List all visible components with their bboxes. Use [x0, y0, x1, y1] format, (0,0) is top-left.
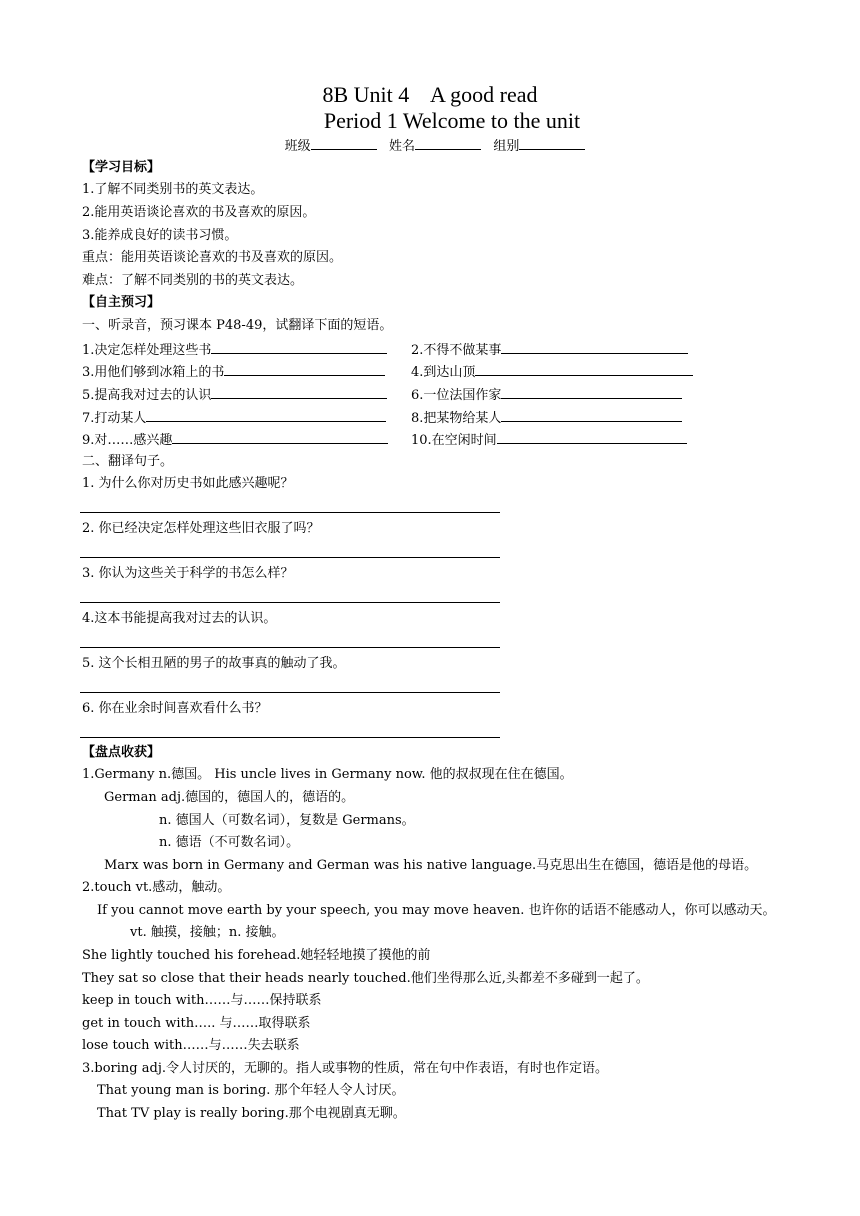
name-label: 姓名: [388, 139, 415, 154]
summary-line: get in touch with….. 与……取得联系: [82, 1016, 311, 1031]
answer-blank[interactable]: [501, 408, 682, 422]
phrase-item: 1.决定怎样处理这些书: [82, 340, 387, 360]
group-label: 组别: [493, 139, 520, 154]
summary-line: German adj.德国的，德国人的，德语的。: [104, 790, 355, 805]
sentence-prompt: 1. 为什么你对历史书如此感兴趣呢？: [82, 476, 294, 491]
summary-line: They sat so close that their heads nearly touched.他们坐得那么近,头都差不多碰到一起了。: [82, 971, 649, 986]
preview-heading: 【自主预习】: [82, 295, 161, 310]
class-blank[interactable]: [311, 136, 377, 150]
sentence-prompt: 6. 你在业余时间喜欢看什么书？: [82, 701, 268, 716]
answer-blank[interactable]: [501, 385, 682, 399]
part2-instruction: 二、翻译句子。: [82, 454, 174, 469]
summary-line: That young man is boring. 那个年轻人令人讨厌。: [97, 1083, 405, 1098]
answer-line[interactable]: [80, 557, 500, 558]
page-subtitle: Period 1 Welcome to the unit: [323, 108, 581, 133]
page-title: 8B Unit 4 A good read: [322, 82, 538, 107]
phrase-item: 10.在空闲时间: [411, 430, 687, 450]
answer-blank[interactable]: [211, 340, 387, 354]
key-point: 重点：能用英语谈论喜欢的书及喜欢的原因。: [82, 250, 343, 265]
summary-line: vt. 触摸，接触；n. 接触。: [130, 925, 285, 940]
answer-line[interactable]: [80, 692, 500, 693]
summary-line: keep in touch with……与……保持联系: [82, 993, 322, 1008]
summary-line: 2.touch vt.感动，触动。: [82, 880, 231, 895]
objectives-heading: 【学习目标】: [82, 160, 161, 175]
objective-item: 1.了解不同类别书的英文表达。: [82, 182, 264, 197]
answer-line[interactable]: [80, 602, 500, 603]
difficult-point: 难点：了解不同类别的书的英文表达。: [82, 273, 304, 288]
summary-line: n. 德国人（可数名词），复数是 Germans。: [159, 813, 415, 828]
objective-item: 3.能养成良好的读书习惯。: [82, 228, 238, 243]
sentence-prompt: 5. 这个长相丑陋的男子的故事真的触动了我。: [82, 656, 346, 671]
summary-line: 1.Germany n.德国。 His uncle lives in Germany now. 他的叔叔现在住在德国。: [82, 767, 573, 782]
answer-line[interactable]: [80, 737, 500, 738]
phrase-item: 4.到达山顶: [411, 362, 693, 382]
answer-line[interactable]: [80, 512, 500, 513]
summary-line: lose touch with……与……失去联系: [82, 1038, 300, 1053]
summary-line: That TV play is really boring.那个电视剧真无聊。: [97, 1106, 406, 1121]
summary-line: Marx was born in Germany and German was his native language.马克思出生在德国，德语是他的母语。: [104, 858, 758, 873]
sentence-prompt: 2. 你已经决定怎样处理这些旧衣服了吗？: [82, 521, 320, 536]
summary-line: 3.boring adj.令人讨厌的，无聊的。指人或事物的性质，常在句中作表语，有时也作定语。: [82, 1061, 608, 1076]
answer-blank[interactable]: [224, 362, 385, 376]
summary-line: n. 德语（不可数名词）。: [159, 835, 300, 850]
sentence-prompt: 3. 你认为这些关于科学的书怎么样？: [82, 566, 294, 581]
answer-blank[interactable]: [501, 340, 688, 354]
answer-blank[interactable]: [146, 408, 386, 422]
answer-blank[interactable]: [497, 430, 687, 444]
name-blank[interactable]: [415, 136, 481, 150]
objective-item: 2.能用英语谈论喜欢的书及喜欢的原因。: [82, 205, 316, 220]
answer-blank[interactable]: [475, 362, 693, 376]
answer-blank[interactable]: [211, 385, 387, 399]
phrase-item: 3.用他们够到冰箱上的书: [82, 362, 385, 382]
summary-heading: 【盘点收获】: [82, 745, 161, 760]
class-label: 班级: [284, 139, 311, 154]
answer-blank[interactable]: [172, 430, 388, 444]
phrase-item: 8.把某物给某人: [411, 408, 682, 428]
phrase-item: 6.一位法国作家: [411, 385, 682, 405]
summary-line: She lightly touched his forehead.她轻轻地摸了摸他的前: [82, 948, 431, 963]
answer-line[interactable]: [80, 647, 500, 648]
group-blank[interactable]: [519, 136, 585, 150]
phrase-item: 9.对……感兴趣: [82, 430, 388, 450]
phrase-item: 7.打动某人: [82, 408, 386, 428]
student-info-line: [0, 136, 860, 156]
sentence-prompt: 4.这本书能提高我对过去的认识。: [82, 611, 277, 626]
part1-instruction: 一、听录音，预习课本 P48-49，试翻译下面的短语。: [82, 318, 393, 333]
summary-line: If you cannot move earth by your speech, you may move heaven. 也许你的话语不能感动人，你可以感动天。: [97, 903, 776, 918]
phrase-item: 2.不得不做某事: [411, 340, 688, 360]
phrase-item: 5.提高我对过去的认识: [82, 385, 387, 405]
